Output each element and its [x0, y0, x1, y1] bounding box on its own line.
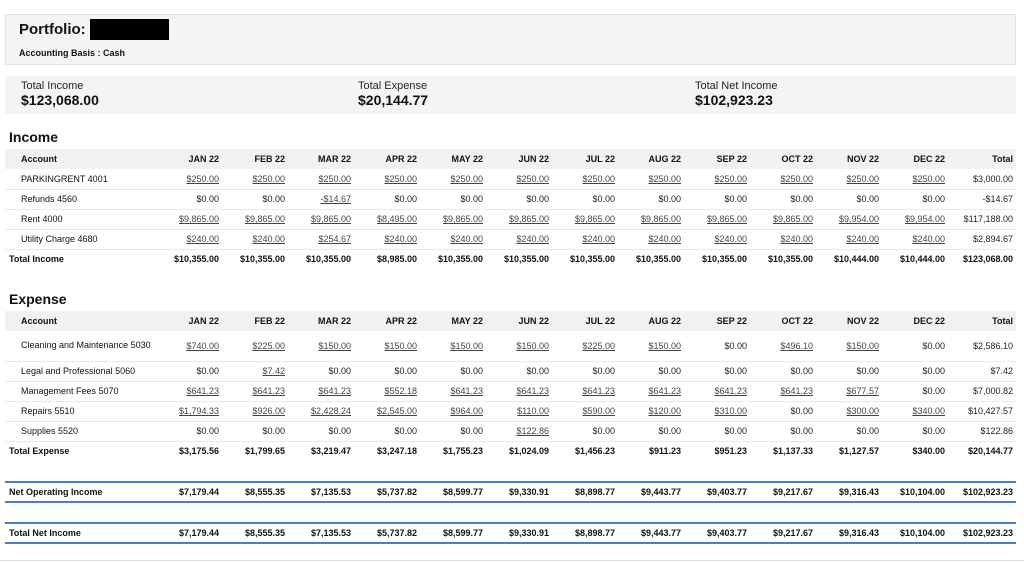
amount-link[interactable]: $9,865.00: [750, 209, 816, 229]
amount-link[interactable]: $9,954.00: [882, 209, 948, 229]
total-amount: $10,355.00: [750, 249, 816, 269]
amount-link[interactable]: $240.00: [222, 229, 288, 249]
total-label: Total Expense: [5, 441, 155, 461]
amount-link[interactable]: $926.00: [222, 401, 288, 421]
amount-link[interactable]: $250.00: [155, 169, 222, 189]
column-header: Account: [5, 149, 155, 169]
table-row: [5, 169, 1016, 189]
amount-cell: $0.00: [155, 421, 222, 441]
total-amount: $1,137.33: [750, 441, 816, 461]
amount-link[interactable]: $9,865.00: [486, 209, 552, 229]
amount-link[interactable]: $120.00: [618, 401, 684, 421]
column-header: DEC 22: [882, 149, 948, 169]
amount-link[interactable]: $641.23: [552, 381, 618, 401]
row-amount: $8,599.77: [420, 482, 486, 502]
total-amount: $3,219.47: [288, 441, 354, 461]
row-amount: $7,135.53: [288, 482, 354, 502]
amount-link[interactable]: $2,545.00: [354, 401, 420, 421]
amount-cell: $0.00: [288, 361, 354, 381]
amount-link[interactable]: $641.23: [486, 381, 552, 401]
total-net-income-table: [5, 522, 1016, 544]
column-header: NOV 22: [816, 311, 882, 331]
row-amount: $9,217.67: [750, 523, 816, 543]
column-header: JAN 22: [155, 311, 222, 331]
total-amount: $10,355.00: [222, 249, 288, 269]
amount-link[interactable]: $150.00: [288, 331, 354, 361]
amount-link[interactable]: $641.23: [222, 381, 288, 401]
amount-cell: $10,427.57: [948, 401, 1016, 421]
column-header: AUG 22: [618, 149, 684, 169]
column-header: MAY 22: [420, 311, 486, 331]
amount-link[interactable]: $9,865.00: [288, 209, 354, 229]
amount-link[interactable]: $254.67: [288, 229, 354, 249]
row-amount: $5,737.82: [354, 523, 420, 543]
amount-cell: $0.00: [222, 421, 288, 441]
total-income-value: $123,068.00: [21, 92, 99, 108]
total-amount: $1,127.57: [816, 441, 882, 461]
amount-cell: $0.00: [882, 331, 948, 361]
amount-cell: $0.00: [882, 421, 948, 441]
row-amount: $9,443.77: [618, 482, 684, 502]
amount-cell: $7,000.82: [948, 381, 1016, 401]
table-row: [5, 229, 1016, 249]
amount-link[interactable]: $122.86: [486, 421, 552, 441]
account-name: Repairs 5510: [5, 401, 155, 421]
amount-link[interactable]: $677.57: [816, 381, 882, 401]
amount-link[interactable]: $740.00: [155, 331, 222, 361]
row-label: Total Net Income: [5, 523, 155, 543]
amount-cell: $0.00: [354, 421, 420, 441]
total-label: Total Income: [5, 249, 155, 269]
amount-cell: $0.00: [750, 361, 816, 381]
total-net-income-label: Total Net Income: [695, 80, 778, 92]
column-header: JUN 22: [486, 149, 552, 169]
amount-cell: $0.00: [816, 361, 882, 381]
amount-cell: $0.00: [684, 421, 750, 441]
column-header: APR 22: [354, 311, 420, 331]
amount-cell: $0.00: [684, 361, 750, 381]
row-amount: $5,737.82: [354, 482, 420, 502]
total-amount: $1,799.65: [222, 441, 288, 461]
row-amount: $8,555.35: [222, 482, 288, 502]
column-header: OCT 22: [750, 311, 816, 331]
total-amount: $10,355.00: [618, 249, 684, 269]
total-amount: $10,355.00: [420, 249, 486, 269]
amount-cell: $122.86: [948, 421, 1016, 441]
amount-cell: $0.00: [420, 421, 486, 441]
column-header: Account: [5, 311, 155, 331]
amount-link[interactable]: $225.00: [552, 331, 618, 361]
amount-link[interactable]: $641.23: [618, 381, 684, 401]
column-header: Total: [948, 311, 1016, 331]
expense-header-row: [5, 311, 1016, 331]
total-net-income-row: [5, 523, 1016, 543]
amount-link[interactable]: $250.00: [354, 169, 420, 189]
amount-link[interactable]: $9,865.00: [155, 209, 222, 229]
amount-cell: $0.00: [882, 189, 948, 209]
total-amount: $10,444.00: [882, 249, 948, 269]
amount-link[interactable]: $9,865.00: [222, 209, 288, 229]
amount-link[interactable]: $240.00: [155, 229, 222, 249]
column-header: FEB 22: [222, 311, 288, 331]
amount-cell: $0.00: [750, 421, 816, 441]
amount-link[interactable]: $9,865.00: [420, 209, 486, 229]
column-header: NOV 22: [816, 149, 882, 169]
table-row: [5, 331, 1016, 361]
income-section-title: Income: [9, 129, 59, 145]
account-name: Refunds 4560: [5, 189, 155, 209]
account-name: Legal and Professional 5060: [5, 361, 155, 381]
amount-link[interactable]: $9,954.00: [816, 209, 882, 229]
table-row: [5, 209, 1016, 229]
amount-cell: $0.00: [618, 421, 684, 441]
amount-cell: $0.00: [354, 189, 420, 209]
amount-cell: $0.00: [882, 381, 948, 401]
column-header: SEP 22: [684, 311, 750, 331]
amount-link[interactable]: $250.00: [420, 169, 486, 189]
amount-link[interactable]: $150.00: [420, 331, 486, 361]
total-amount: $10,444.00: [816, 249, 882, 269]
total-row: [5, 249, 1016, 269]
total-expense-value: $20,144.77: [358, 92, 429, 108]
total-amount: $10,355.00: [486, 249, 552, 269]
amount-link[interactable]: $240.00: [552, 229, 618, 249]
amount-link[interactable]: $641.23: [288, 381, 354, 401]
total-amount: $3,247.18: [354, 441, 420, 461]
column-header: MAR 22: [288, 311, 354, 331]
column-header: DEC 22: [882, 311, 948, 331]
income-header-row: [5, 149, 1016, 169]
column-header: AUG 22: [618, 311, 684, 331]
amount-link[interactable]: $250.00: [486, 169, 552, 189]
amount-cell: $0.00: [552, 189, 618, 209]
row-amount: $9,330.91: [486, 523, 552, 543]
amount-link[interactable]: $496.10: [750, 331, 816, 361]
amount-link[interactable]: $240.00: [354, 229, 420, 249]
column-header: JUN 22: [486, 311, 552, 331]
row-amount: $10,104.00: [882, 523, 948, 543]
row-amount: $7,179.44: [155, 523, 222, 543]
row-amount: $9,403.77: [684, 482, 750, 502]
amount-cell: $0.00: [552, 421, 618, 441]
page-bottom-divider: [0, 560, 1024, 561]
amount-link[interactable]: $964.00: [420, 401, 486, 421]
row-amount: $7,135.53: [288, 523, 354, 543]
table-row: [5, 361, 1016, 381]
expense-section-title: Expense: [9, 291, 67, 307]
column-header: OCT 22: [750, 149, 816, 169]
amount-link[interactable]: $250.00: [750, 169, 816, 189]
amount-link[interactable]: $590.00: [552, 401, 618, 421]
amount-link[interactable]: $240.00: [882, 229, 948, 249]
total-amount: $951.23: [684, 441, 750, 461]
account-name: Utility Charge 4680: [5, 229, 155, 249]
row-amount: $9,443.77: [618, 523, 684, 543]
amount-cell: $0.00: [420, 189, 486, 209]
portfolio-title: Portfolio:: [19, 21, 86, 38]
amount-cell: -$14.67: [948, 189, 1016, 209]
total-amount: $10,355.00: [684, 249, 750, 269]
column-header: MAY 22: [420, 149, 486, 169]
amount-link[interactable]: $150.00: [618, 331, 684, 361]
row-amount: $9,330.91: [486, 482, 552, 502]
column-header: MAR 22: [288, 149, 354, 169]
row-amount: $10,104.00: [882, 482, 948, 502]
account-name: Supplies 5520: [5, 421, 155, 441]
column-header: JUL 22: [552, 149, 618, 169]
amount-link[interactable]: $300.00: [816, 401, 882, 421]
amount-cell: $0.00: [420, 361, 486, 381]
amount-link[interactable]: $240.00: [684, 229, 750, 249]
amount-cell: $0.00: [222, 189, 288, 209]
table-row: [5, 401, 1016, 421]
amount-link[interactable]: $250.00: [222, 169, 288, 189]
amount-cell: $0.00: [750, 189, 816, 209]
total-amount: $10,355.00: [288, 249, 354, 269]
income-table: [5, 149, 1016, 269]
amount-link[interactable]: $9,865.00: [684, 209, 750, 229]
amount-link[interactable]: $8,495.00: [354, 209, 420, 229]
amount-link[interactable]: $641.23: [155, 381, 222, 401]
total-amount: $1,755.23: [420, 441, 486, 461]
total-amount: $20,144.77: [948, 441, 1016, 461]
amount-link[interactable]: $9,865.00: [618, 209, 684, 229]
total-net-income-summary: [695, 80, 778, 109]
column-header: JAN 22: [155, 149, 222, 169]
amount-link[interactable]: $2,428.24: [288, 401, 354, 421]
total-amount: $1,024.09: [486, 441, 552, 461]
total-amount: $10,355.00: [155, 249, 222, 269]
amount-cell: $0.00: [155, 361, 222, 381]
amount-link[interactable]: $1,794.33: [155, 401, 222, 421]
amount-cell: $0.00: [618, 189, 684, 209]
net-operating-income-table: [5, 481, 1016, 503]
amount-link[interactable]: $250.00: [288, 169, 354, 189]
account-name: Management Fees 5070: [5, 381, 155, 401]
total-amount: $340.00: [882, 441, 948, 461]
amount-cell: $2,894.67: [948, 229, 1016, 249]
amount-cell: $0.00: [486, 361, 552, 381]
total-amount: $1,456.23: [552, 441, 618, 461]
amount-cell: $0.00: [552, 361, 618, 381]
row-amount: $8,599.77: [420, 523, 486, 543]
amount-link[interactable]: $240.00: [420, 229, 486, 249]
row-amount: $8,898.77: [552, 523, 618, 543]
row-amount: $8,898.77: [552, 482, 618, 502]
amount-link[interactable]: $250.00: [618, 169, 684, 189]
amount-link[interactable]: $240.00: [750, 229, 816, 249]
column-header: SEP 22: [684, 149, 750, 169]
amount-cell: $0.00: [750, 401, 816, 421]
amount-link[interactable]: $150.00: [486, 331, 552, 361]
row-amount: $102,923.23: [948, 523, 1016, 543]
total-row: [5, 441, 1016, 461]
amount-link[interactable]: -$14.67: [288, 189, 354, 209]
amount-cell: $0.00: [684, 189, 750, 209]
row-amount: $9,217.67: [750, 482, 816, 502]
amount-cell: $117,188.00: [948, 209, 1016, 229]
amount-cell: $7.42: [948, 361, 1016, 381]
total-amount: $911.23: [618, 441, 684, 461]
accounting-basis: Accounting Basis : Cash: [19, 48, 126, 58]
row-label: Net Operating Income: [5, 482, 155, 502]
redacted-portfolio-name: [90, 19, 169, 40]
total-amount: $8,985.00: [354, 249, 420, 269]
amount-link[interactable]: $240.00: [816, 229, 882, 249]
amount-link[interactable]: $7.42: [222, 361, 288, 381]
account-name: PARKINGRENT 4001: [5, 169, 155, 189]
amount-link[interactable]: $641.23: [684, 381, 750, 401]
amount-cell: $0.00: [618, 361, 684, 381]
total-net-income-value: $102,923.23: [695, 92, 773, 108]
row-amount: $7,179.44: [155, 482, 222, 502]
row-amount: $9,403.77: [684, 523, 750, 543]
amount-cell: $0.00: [155, 189, 222, 209]
total-amount: $10,355.00: [552, 249, 618, 269]
amount-link[interactable]: $641.23: [420, 381, 486, 401]
amount-cell: $0.00: [486, 189, 552, 209]
amount-link[interactable]: $310.00: [684, 401, 750, 421]
amount-link[interactable]: $250.00: [816, 169, 882, 189]
amount-cell: $0.00: [354, 361, 420, 381]
amount-cell: $2,586.10: [948, 331, 1016, 361]
row-amount: $9,316.43: [816, 482, 882, 502]
column-header: FEB 22: [222, 149, 288, 169]
amount-link[interactable]: $250.00: [882, 169, 948, 189]
amount-link[interactable]: $9,865.00: [552, 209, 618, 229]
column-header: JUL 22: [552, 311, 618, 331]
amount-cell: $0.00: [684, 331, 750, 361]
amount-cell: $0.00: [288, 421, 354, 441]
column-header: APR 22: [354, 149, 420, 169]
total-amount: $3,175.56: [155, 441, 222, 461]
table-row: [5, 189, 1016, 209]
total-expense-summary: [358, 80, 428, 109]
total-income-label: Total Income: [21, 80, 84, 92]
summary-panel: [5, 76, 1016, 114]
row-amount: $9,316.43: [816, 523, 882, 543]
report-header: [5, 14, 1016, 65]
table-row: [5, 421, 1016, 441]
column-header: Total: [948, 149, 1016, 169]
amount-link[interactable]: $240.00: [618, 229, 684, 249]
amount-link[interactable]: $150.00: [354, 331, 420, 361]
total-amount: $123,068.00: [948, 249, 1016, 269]
row-amount: $102,923.23: [948, 482, 1016, 502]
net-operating-income-row: [5, 482, 1016, 502]
total-expense-label: Total Expense: [358, 80, 428, 92]
amount-link[interactable]: $150.00: [816, 331, 882, 361]
amount-link[interactable]: $250.00: [552, 169, 618, 189]
expense-table: [5, 311, 1016, 461]
amount-cell: $0.00: [882, 361, 948, 381]
row-amount: $8,555.35: [222, 523, 288, 543]
amount-link[interactable]: $552.18: [354, 381, 420, 401]
total-income-summary: [21, 80, 99, 109]
amount-link[interactable]: $225.00: [222, 331, 288, 361]
amount-link[interactable]: $240.00: [486, 229, 552, 249]
table-row: [5, 381, 1016, 401]
amount-link[interactable]: $250.00: [684, 169, 750, 189]
amount-cell: $0.00: [816, 189, 882, 209]
amount-link[interactable]: $340.00: [882, 401, 948, 421]
amount-cell: $0.00: [816, 421, 882, 441]
account-name: Rent 4000: [5, 209, 155, 229]
amount-link[interactable]: $641.23: [750, 381, 816, 401]
amount-link[interactable]: $110.00: [486, 401, 552, 421]
account-name: Cleaning and Maintenance 5030: [5, 331, 155, 361]
amount-cell: $3,000.00: [948, 169, 1016, 189]
